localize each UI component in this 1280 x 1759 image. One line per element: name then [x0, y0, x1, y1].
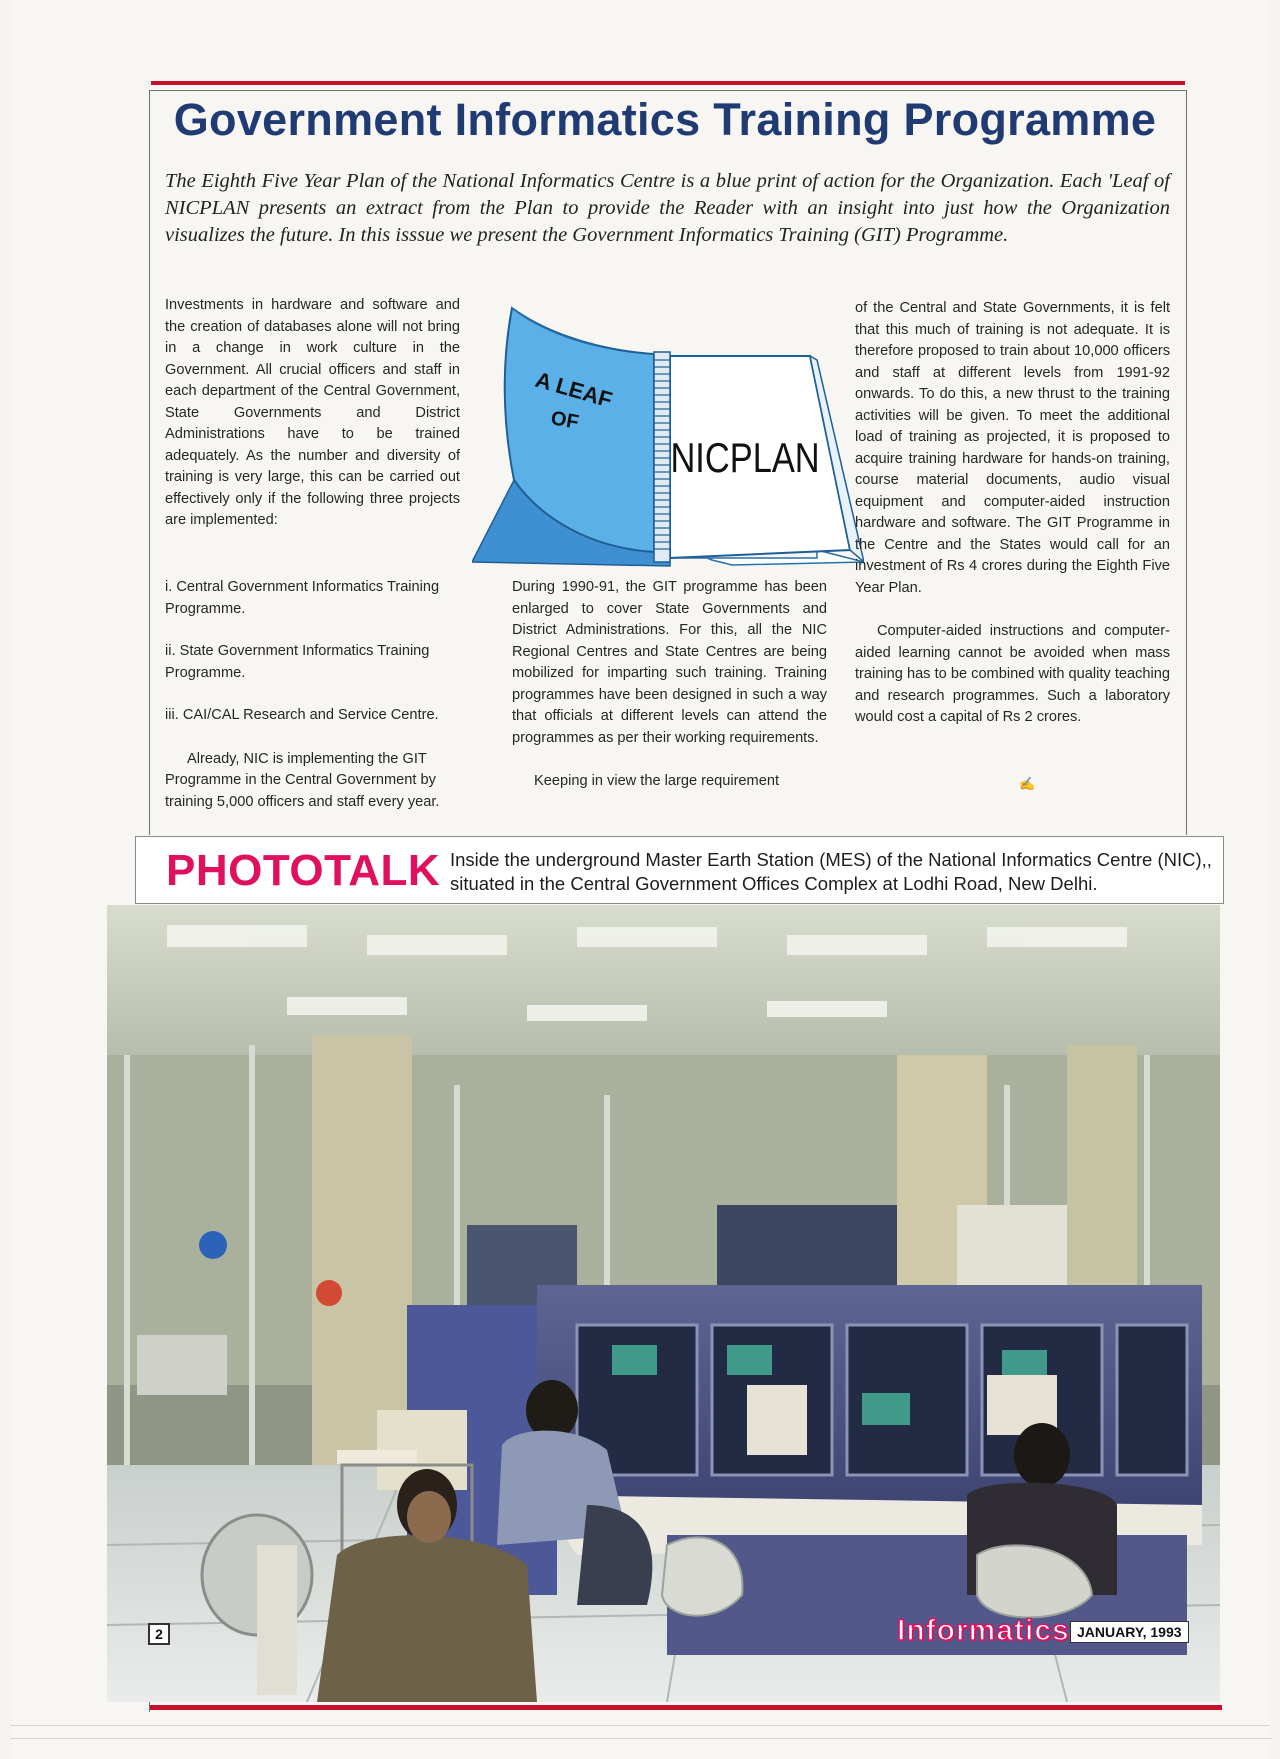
col2-paragraph-2: Keeping in view the large requirement	[534, 773, 779, 789]
column-1-list	[165, 577, 483, 813]
col1-paragraph-1: Investments in hardware and software and the creation of databases alone will not bring in a change in work culture in the Government. All crucial officers and staff in each department of the Central Government, State Governments and District Administrations have to be trained adequately. As the number and diversity of training is very large, this can be carried out effectively only if the following three projects are implemented:	[165, 297, 460, 528]
article-title: Government Informatics Training Programme	[173, 94, 1157, 145]
leaf-of-nicplan-illustration	[472, 300, 864, 570]
page-edge-line	[10, 1738, 1272, 1739]
column-3	[855, 298, 1170, 729]
list-item-3: iii. CAI/CAL Research and Service Centre.	[165, 707, 439, 723]
frame-corner	[149, 1702, 150, 1712]
nicplan-page-text: NICPLAN	[670, 434, 820, 482]
article-intro: The Eighth Five Year Plan of the National Informatics Centre is a blue print of action for the Organization. Each 'Leaf of NICPLAN presents an extract from the Plan to provide the Reader with an insight into just how the Organization visualizes the future. In this isssue we present the Government Informatics Training (GIT) Programme.	[165, 170, 1170, 246]
col2-paragraph-1: During 1990-91, the GIT programme has been enlarged to cover State Governments and District Administrations. For this, all the NIC Regional Centres and State Centres are being mobilized for imparting such training. Training programmes have been designed in such a way that officials at different levels can attend the programmes as per their working requirements.	[512, 579, 827, 746]
page-number: 2	[148, 1623, 170, 1645]
leaf-text-2: OF	[549, 407, 581, 434]
column-2	[512, 577, 827, 793]
col3-paragraph-2: Computer-aided instructions and computer-aided learning cannot be avoided when mass training has to be combined with quality teaching and research programmes. Such a laboratory would cost a capital of Rs 2 crores.	[855, 623, 1170, 725]
col1-paragraph-2: Already, NIC is implementing the GIT Programme in the Central Government by training 5,000 officers and staff every year.	[165, 750, 440, 810]
issue-date: JANUARY, 1993	[1070, 1621, 1189, 1643]
page-edge-line	[10, 1725, 1270, 1726]
leaf-text-1: A LEAF	[532, 366, 616, 413]
end-mark-icon: ✍	[1019, 776, 1036, 791]
top-red-rule	[151, 81, 1185, 85]
control-room-photo	[107, 905, 1220, 1702]
bottom-red-rule	[149, 1705, 1222, 1710]
phototalk-caption: Inside the underground Master Earth Station (MES) of the National Informatics Centre (NIC),, situated in the Central Government Offices Complex at Lodhi Road, New Delhi.	[450, 849, 1212, 894]
list-item-2: ii. State Government Informatics Training Programme.	[165, 643, 430, 681]
informatics-logo: Informatics	[897, 1614, 1070, 1647]
list-item-1: i. Central Government Informatics Training Programme.	[165, 579, 440, 617]
phototalk-title: PHOTOTALK	[166, 846, 441, 895]
column-1	[165, 295, 460, 532]
col3-paragraph-1: of the Central and State Governments, it is felt that this much of training is not adequate. It is therefore proposed to train about 10,000 officers and staff at different levels from 1991-92 onwards. To do this, a new thrust to the training activities will be given. To meet the additional load of training as projected, it is proposed to acquire training hardware for hands-on training, course material documents, audio visual equipment and computer-aided instruction hardware and software. The GIT Programme in the Centre and the States would call for an investment of Rs 4 crores during the Eighth Five Year Plan.	[855, 300, 1170, 596]
